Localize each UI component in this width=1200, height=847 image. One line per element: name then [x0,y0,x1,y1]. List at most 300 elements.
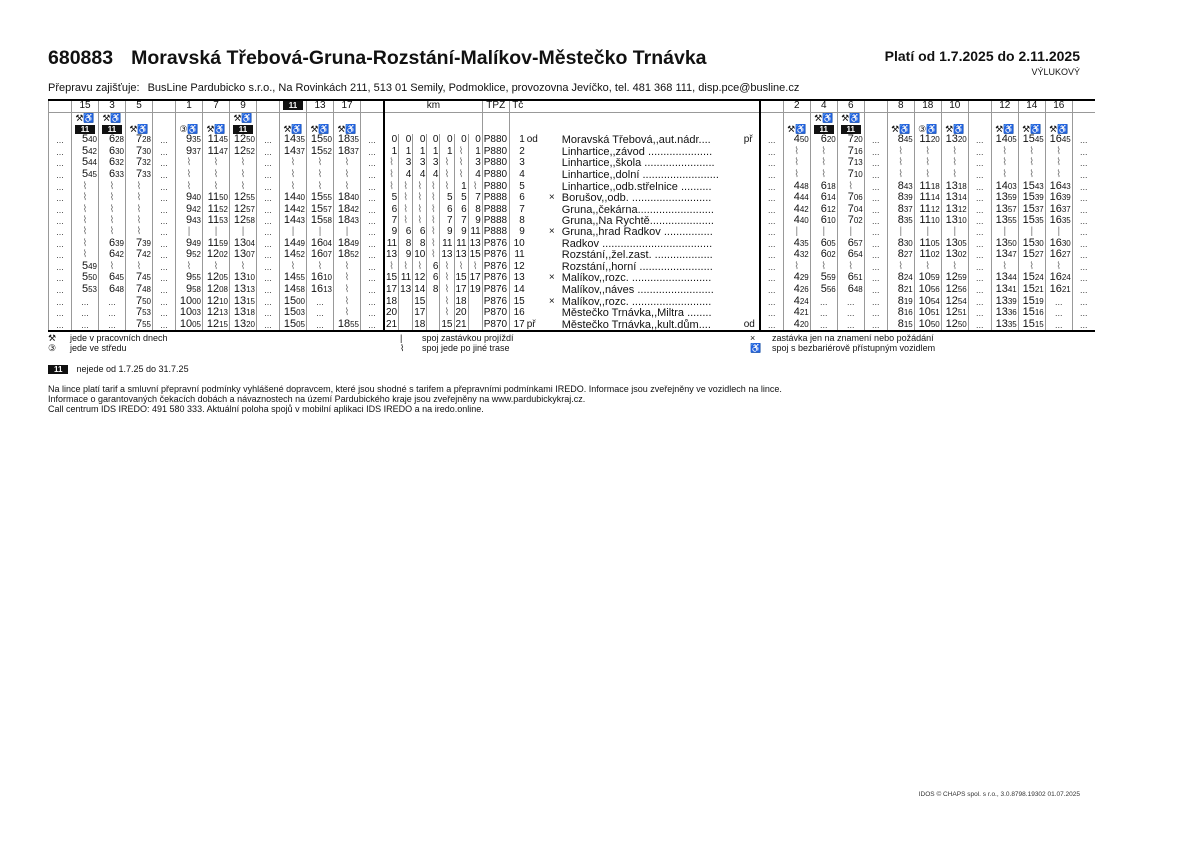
outbound-time: 1555 [307,192,334,204]
stop-index: 4 [509,169,526,181]
stop-name: Rozstání,,horní ........................ [561,260,713,273]
inbound-time: 1524 [1018,272,1045,284]
tc-header [509,124,526,135]
inbound-time: 618 [810,181,837,193]
outbound-time: ⌇ [72,204,99,216]
direction-left [526,215,542,227]
outbound-time: 645 [99,272,126,284]
direction-left [526,146,542,158]
outbound-time: 1613 [307,284,334,296]
outbound-time: ... [307,307,334,319]
km-value: 6 [384,204,399,216]
tpz-zone: P876 [482,249,509,261]
inbound-trip-sym2: ⚒♿ [941,124,968,135]
inbound-time: 1254 [941,296,968,308]
km-value: ⌇ [440,181,454,193]
dots-cell: ... [864,192,887,204]
stop-row [49,319,1095,332]
dots-cell: ... [361,319,385,332]
dots-cell: ... [153,169,176,181]
outbound-time: ... [307,296,334,308]
route-title: Moravská Třebová-Gruna-Rozstání-Malíkov-Městečko Trnávka [131,47,707,69]
outbound-time: ... [99,296,126,308]
inbound-time: 1059 [914,272,941,284]
direction-right [743,204,760,216]
inbound-time: ... [810,307,837,319]
inbound-time: 1359 [991,192,1018,204]
tpz-zone: P888 [482,192,509,204]
outbound-time: ⌇ [126,227,153,238]
inbound-time: ⌇ [941,146,968,158]
outbound-time: ⌇ [334,272,361,284]
outbound-trip-sym1 [280,113,307,124]
outbound-time: 632 [99,157,126,169]
km-value: 13 [441,249,453,261]
km-value: 9 [384,227,399,238]
dots-cell: ... [760,307,784,319]
request-stop-mark [542,284,556,296]
km-value: ⌇ [384,181,399,193]
dots-cell: ... [864,134,887,146]
dots-cell: ... [864,296,887,308]
legend-request: zastávka jen na znamení nebo požádání [772,333,934,343]
stop-name: Moravská Třebová,,aut.nádr.... [561,134,711,147]
inbound-time: ... [837,307,864,319]
spacer-cell [1072,124,1095,135]
inbound-trip-sym2: ⚒♿ [1045,124,1072,135]
inbound-time: 821 [887,284,914,296]
outbound-time: ⌇ [99,227,126,238]
inbound-trip-no: 14 [1018,100,1045,113]
km-value: ⌇ [427,204,440,216]
inbound-time: ⌇ [810,261,837,273]
km-value: 15 [469,249,481,261]
km-value: ⌇ [399,204,413,216]
outbound-time: ⌇ [99,181,126,193]
legend-passes: spoj zastávkou projíždí [422,333,514,343]
km-value: 4 [468,169,482,181]
direction-right [743,249,760,261]
dots-cell: ... [760,134,784,146]
inbound-time: ⌇ [1045,146,1072,158]
tpz-zone: P880 [482,181,509,193]
inbound-time: ... [1045,319,1072,332]
stop-name: Malíkov,,rozc. .......................... [561,295,712,308]
outbound-time: 1550 [307,134,334,146]
dots-cell: ... [1072,169,1095,181]
stop-row [49,238,1095,250]
dots-cell: ... [760,238,784,250]
request-stop-mark [542,157,556,169]
inbound-time: ⌇ [783,157,810,169]
dots-cell: ... [864,169,887,181]
outbound-time: 952 [176,249,203,261]
request-stop-icon: × [750,333,756,343]
spacer-cell [760,100,784,113]
inbound-time: 440 [783,215,810,227]
km-value: 8 [427,284,440,296]
dots-cell: ... [361,146,385,158]
inbound-time: 1630 [1045,238,1072,250]
spacer-cell [257,100,280,113]
tpz-zone: P880 [482,134,509,146]
dots-cell: ... [361,181,385,193]
km-value: 0 [384,134,399,146]
km-value: 6 [399,227,413,238]
dots-cell: ... [361,157,385,169]
dots-cell: ... [257,296,280,308]
outbound-time: 1304 [230,238,257,250]
outbound-time: 1440 [280,192,307,204]
spacer-cell [153,113,176,124]
km-value: ⌇ [399,215,413,227]
km-value: 17 [469,272,481,284]
inbound-time: ⌇ [783,261,810,273]
dots-cell: ... [257,227,280,238]
outbound-time: 1147 [203,146,230,158]
inbound-trip-sym1: ⚒♿ [837,113,864,124]
spacer-cell [968,124,991,135]
inbound-time: 816 [887,307,914,319]
inbound-time: 448 [783,181,810,193]
outbound-trip-sym2: ⚒♿ [280,124,307,135]
tc-header: Tč [509,100,526,113]
km-value: 9 [468,215,482,227]
outbound-time: 639 [99,238,126,250]
footer-copyright: IDOS © CHAPS spol. s r.o., 3.0.8798.19302 01.07.2025 [918,791,1080,798]
km-header [384,124,482,135]
inbound-time: 1256 [941,284,968,296]
outbound-time: ⌇ [307,261,334,273]
km-value: ⌇ [413,181,427,193]
km-value: 0 [427,134,440,146]
outbound-time: 1607 [307,249,334,261]
inbound-time: ... [810,319,837,332]
km-value: 20 [386,307,398,319]
info-block [48,384,782,414]
dots-cell: ... [864,181,887,193]
operator-label: Přepravu zajišťuje: [48,82,140,94]
stop-name: Borušov,,odb. .......................... [561,192,712,205]
request-stop-mark [542,249,556,261]
request-stop-mark: × [548,272,555,284]
direction-right [743,296,760,308]
request-stop-mark [542,261,556,273]
inbound-trip-sym2: ⚒♿ [991,124,1018,135]
km-value: 7 [440,215,454,227]
outbound-time: ⌇ [203,169,230,181]
badge-11-icon: 11 [48,365,68,374]
dots-cell: ... [968,204,991,216]
inbound-time: 559 [810,272,837,284]
km-value: ⌇ [454,146,468,158]
dots-cell: ... [968,307,991,319]
inbound-time: 1318 [941,181,968,193]
km-value: ⌇ [427,215,440,227]
tpz-zone: P888 [482,227,509,238]
stop-name: Linhartice,,závod ..................... [561,145,713,158]
km-value: 0 [440,134,454,146]
legend-workdays: jede v pracovních dnech [70,333,168,343]
inbound-time: 1645 [1045,134,1072,146]
km-value: ⌇ [468,261,482,273]
outbound-time: ⌇ [230,157,257,169]
spacer-cell [1072,100,1095,113]
outbound-time: ⌇ [203,181,230,193]
outbound-time: 1449 [280,238,307,250]
inbound-time: 720 [837,134,864,146]
spacer-cell [257,113,280,124]
dots-cell: ... [49,319,72,332]
km-value: 15 [441,318,453,330]
inbound-time: 710 [837,169,864,181]
km-value: 4 [427,169,440,181]
spacer-cell [153,124,176,135]
inbound-time: 837 [887,204,914,216]
dots-cell: ... [257,169,280,181]
dots-cell: ... [864,227,887,238]
inbound-time: ⌇ [887,146,914,158]
outbound-time: 1255 [230,192,257,204]
outbound-time: 542 [72,146,99,158]
dots-cell: ... [49,296,72,308]
stop-index: 2 [509,146,526,158]
km-value: 8 [468,204,482,216]
dots-cell: ... [760,227,784,238]
stop-row [49,307,1095,319]
dots-cell: ... [1072,249,1095,261]
dots-cell: ... [257,307,280,319]
stop-index: 6 [509,192,526,204]
inbound-time: ⌇ [941,169,968,181]
km-value: 3 [413,157,427,169]
legend-middle [400,333,514,353]
dots-cell: ... [153,204,176,216]
km-value: 0 [468,134,482,146]
tpz-header: TPZ [482,100,509,113]
request-stop-mark [542,181,556,193]
inbound-time: ⌇ [1045,157,1072,169]
outbound-trip-sym1 [126,113,153,124]
inbound-time: 450 [783,134,810,146]
dots-cell: ... [864,261,887,273]
outbound-time: 1437 [280,146,307,158]
km-value: 12 [414,272,426,284]
inbound-trip-no: 6 [837,100,864,113]
dots-cell: ... [49,249,72,261]
km-value: 0 [413,134,427,146]
dots-cell: ... [153,296,176,308]
inbound-trip-sym1 [1045,113,1072,124]
dots-cell: ... [257,238,280,250]
dots-cell: ... [968,261,991,273]
outbound-time: ... [72,319,99,332]
info-line-3: Call centrum IDS IREDO: 491 580 333. Aktuální poloha spojů v mobilní aplikaci IDS IREDO a na iredo.online. [48,404,484,414]
inbound-time: 835 [887,215,914,227]
stop-index: 15 [509,296,526,308]
inbound-time: 1539 [1018,192,1045,204]
dots-cell: ... [49,261,72,273]
km-value: 11 [468,227,482,238]
km-value: 9 [440,227,454,238]
page-title [48,47,707,70]
inbound-time: 1110 [914,215,941,227]
inbound-time: 1643 [1045,181,1072,193]
inbound-time: 1347 [991,249,1018,261]
dots-cell: ... [760,157,784,169]
inbound-time: | [810,227,837,238]
inbound-time: 1102 [914,249,941,261]
outbound-time: ⌇ [334,261,361,273]
inbound-time: 1627 [1045,249,1072,261]
validity-period: Platí od 1.7.2025 do 2.11.2025 [884,48,1080,64]
direction-left [526,181,542,193]
outbound-time: ⌇ [126,261,153,273]
inbound-time: 1310 [941,215,968,227]
outbound-time: 630 [99,146,126,158]
km-value: ⌇ [413,215,427,227]
inbound-time: 556 [810,284,837,296]
inbound-time: ⌇ [783,146,810,158]
km-value: 7 [468,192,482,204]
dots-cell: ... [257,204,280,216]
outbound-time: 1152 [203,204,230,216]
inbound-time: 1350 [991,238,1018,250]
outbound-time: 549 [72,261,99,273]
inbound-time: 830 [887,238,914,250]
stop-name: Gruna,,čekárna......................... [561,203,714,216]
legend-other-route: spoj jede po jiné trase [422,343,510,353]
outbound-time: 633 [99,169,126,181]
outbound-time: 1837 [334,146,361,158]
stop-header [526,124,760,135]
header-row-sym1 [49,113,1095,124]
outbound-time: ... [72,307,99,319]
dots-cell: ... [361,204,385,216]
outbound-time: 1213 [203,307,230,319]
inbound-trip-sym1: ⚒♿ [810,113,837,124]
outbound-trip-sym1 [334,113,361,124]
km-value: ⌇ [384,261,399,273]
inbound-time: 420 [783,319,810,332]
outbound-time: ⌇ [230,169,257,181]
dots-cell: ... [1072,284,1095,296]
inbound-time: ⌇ [991,261,1018,273]
inbound-trip-sym2: ⚒♿ [1018,124,1045,135]
km-value: 15 [414,295,426,307]
inbound-time: 1120 [914,134,941,146]
operator-text: BusLine Pardubicko s.r.o., Na Rovinkách 211, 513 01 Semily, Podmoklice, provozovna Jevíčko, tel. 481 368 111, disp.pce@busline.cz [147,82,800,94]
outbound-time: ⌇ [334,157,361,169]
inbound-time: ⌇ [1018,261,1045,273]
km-value: 19 [469,283,481,295]
direction-right [743,272,760,284]
inbound-time: ⌇ [941,157,968,169]
outbound-time: ⌇ [176,157,203,169]
km-value: 17 [414,307,426,319]
outbound-time: ⌇ [280,261,307,273]
outbound-time: 755 [126,319,153,332]
inbound-time: 1621 [1045,284,1072,296]
outbound-time: 732 [126,157,153,169]
outbound-time: ⌇ [126,215,153,227]
dots-cell: ... [361,238,385,250]
dots-cell: ... [760,146,784,158]
inbound-trip-sym2: ⚒♿ [783,124,810,135]
badge-11-icon: 11 [233,125,253,134]
outbound-time: 1318 [230,307,257,319]
request-stop-mark [542,169,556,181]
outbound-trip-no: 7 [203,100,230,113]
inbound-time: | [941,227,968,238]
spacer-cell [49,100,72,113]
outbound-time: 1842 [334,204,361,216]
inbound-time: ... [837,296,864,308]
stop-name: Linhartice,,škola ....................... [561,157,715,170]
legend-right [750,333,935,353]
stop-row [49,284,1095,296]
tpz-header [482,113,509,124]
spacer-cell [361,124,385,135]
direction-left [526,296,542,308]
inbound-time: ⌇ [783,169,810,181]
inbound-time: 426 [783,284,810,296]
outbound-time: 1855 [334,319,361,332]
tpz-zone: P888 [482,215,509,227]
stop-row [49,134,1095,146]
outbound-time: 943 [176,215,203,227]
workdays-icon: ⚒ [48,333,57,343]
km-value: 17 [455,283,467,295]
km-value: 1 [413,146,427,158]
inbound-time: 716 [837,146,864,158]
outbound-time: 1505 [280,319,307,332]
spacer-cell [361,113,385,124]
outbound-time: ⌇ [99,261,126,273]
dots-cell: ... [153,272,176,284]
inbound-time: 651 [837,272,864,284]
inbound-time: | [887,227,914,238]
direction-right [743,146,760,158]
km-value: 5 [384,192,399,204]
request-stop-mark [542,204,556,216]
dots-cell: ... [153,181,176,193]
dots-cell: ... [257,261,280,273]
outbound-time: 1000 [176,296,203,308]
dots-cell: ... [864,146,887,158]
tpz-zone: P876 [482,261,509,273]
dots-cell: ... [968,169,991,181]
outbound-time: 1252 [230,146,257,158]
inbound-time: ⌇ [887,261,914,273]
km-value: 5 [440,192,454,204]
tpz-zone: P880 [482,157,509,169]
km-value [468,319,482,332]
dots-cell: ... [760,169,784,181]
dots-cell: ... [361,272,385,284]
request-stop-mark [542,146,556,158]
km-value: 11 [454,238,468,250]
dots-cell: ... [257,181,280,193]
inbound-time: ⌇ [1018,169,1045,181]
inbound-time: ⌇ [837,261,864,273]
direction-right [743,227,760,238]
km-value: 18 [386,295,398,307]
dots-cell: ... [49,284,72,296]
dots-cell: ... [257,284,280,296]
inbound-time: 1527 [1018,249,1045,261]
outbound-time: ⌇ [99,215,126,227]
